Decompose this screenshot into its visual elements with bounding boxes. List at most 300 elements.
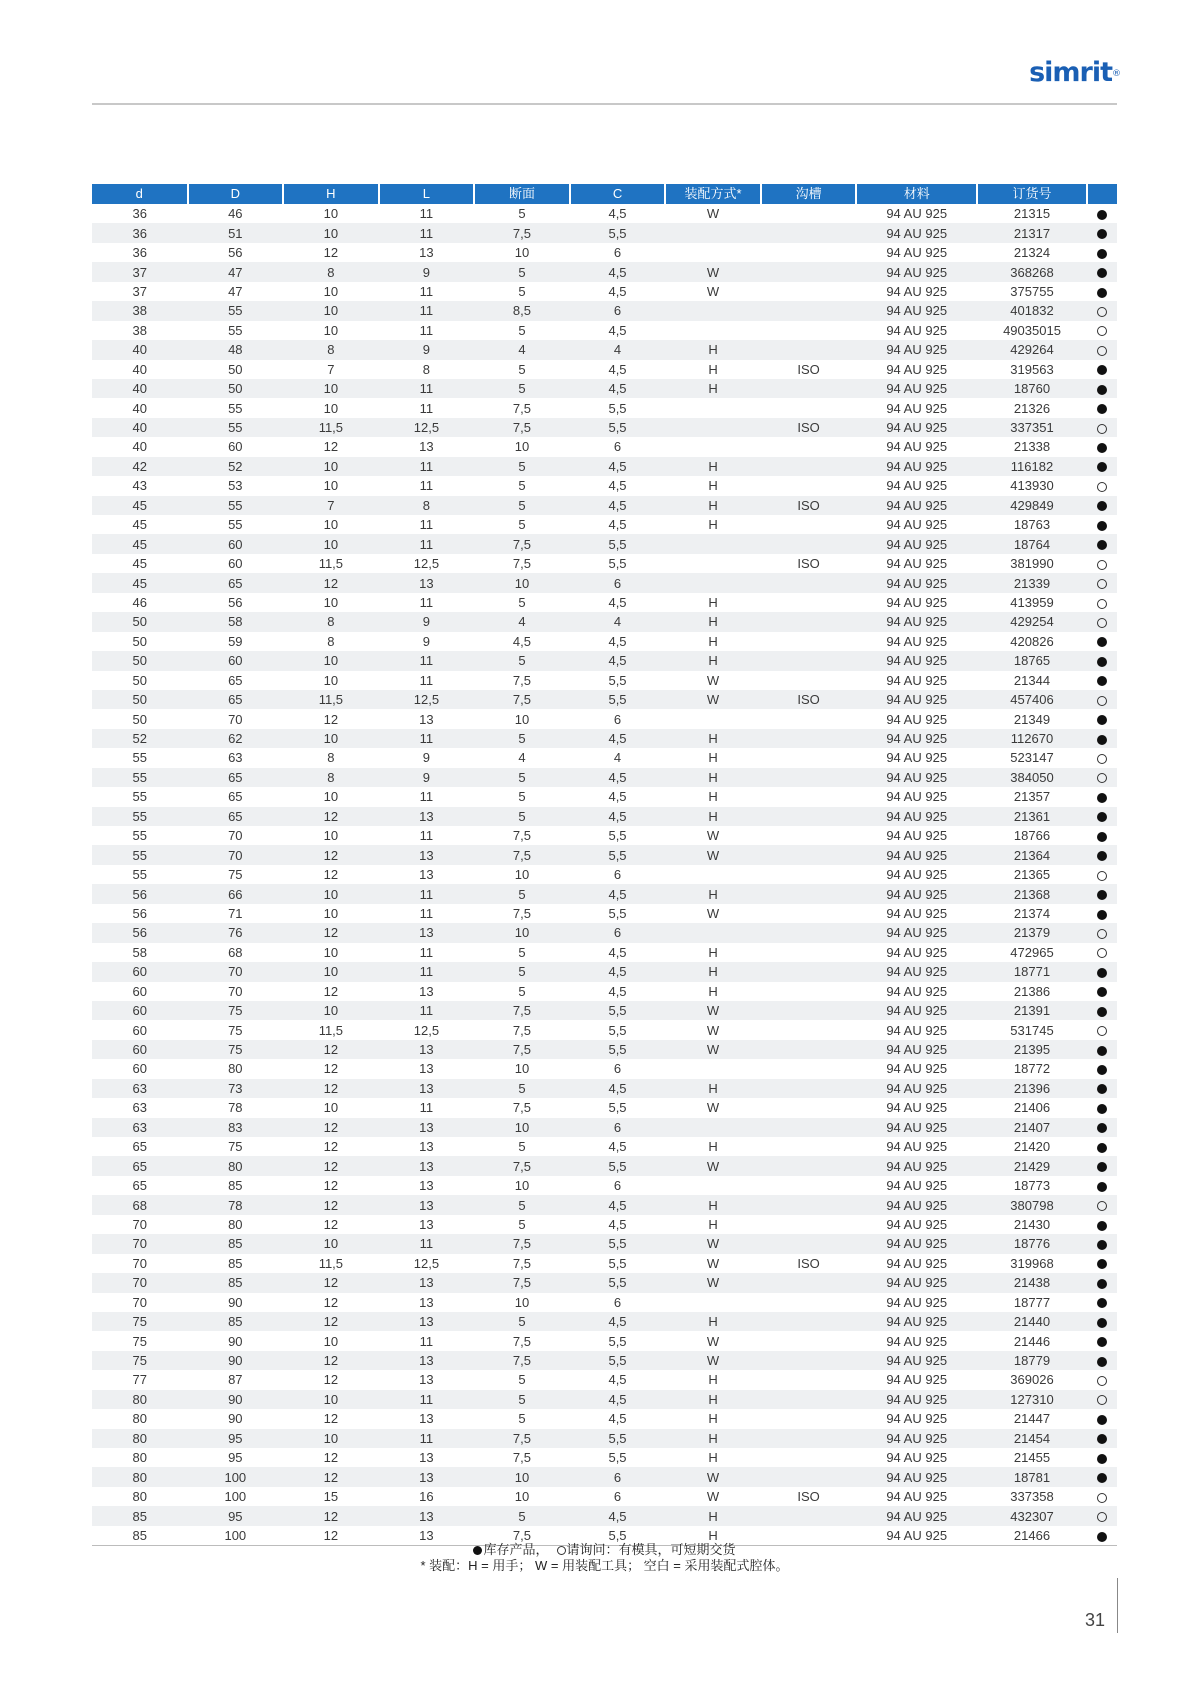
cell-d: 45 — [92, 534, 188, 553]
cell-assembly: H — [708, 1216, 718, 1232]
cell-groove — [761, 768, 857, 787]
table-row — [92, 301, 1117, 320]
cell-d: 50 — [92, 612, 188, 631]
cell-section: 7,5 — [474, 1001, 570, 1020]
cell-order-number: 21364 — [977, 845, 1087, 864]
table-row — [92, 845, 1117, 864]
cell-h: 10 — [283, 962, 379, 981]
cell-c: 4,5 — [570, 262, 666, 281]
cell-order-number: 523147 — [1010, 750, 1054, 766]
cell-groove — [761, 1001, 857, 1020]
cell-groove — [761, 1176, 857, 1195]
cell-l: 11 — [419, 517, 434, 533]
cell-h: 10 — [323, 517, 339, 533]
cell-c: 6 — [570, 1118, 666, 1137]
cell-assembly: H — [708, 361, 718, 377]
cell-c: 4,5 — [570, 1079, 666, 1098]
cell-material: 94 AU 925 — [856, 1312, 977, 1331]
cell-h: 11,5 — [283, 418, 379, 437]
cell-groove — [761, 204, 857, 223]
cell-outer-d: 51 — [188, 223, 284, 242]
cell-section: 4,5 — [512, 633, 531, 649]
cell-c: 5,5 — [608, 828, 627, 844]
cell-groove — [761, 573, 857, 592]
cell-d: 45 — [92, 496, 188, 515]
cell-material: 94 AU 925 — [856, 301, 977, 320]
cell-section: 5 — [518, 322, 526, 338]
cell-order-number: 413930 — [1010, 478, 1054, 494]
open-circle-icon — [1097, 1201, 1107, 1211]
cell-groove — [761, 1351, 857, 1370]
cell-l: 11 — [379, 962, 475, 981]
cell-outer-d: 55 — [188, 301, 284, 320]
cell-c: 5,5 — [570, 1273, 666, 1292]
cell-material: 94 AU 925 — [886, 1450, 948, 1466]
cell-order-number: 21396 — [977, 1079, 1087, 1098]
filled-circle-icon — [1097, 1298, 1107, 1308]
cell-groove — [761, 845, 857, 864]
cell-groove — [761, 1079, 857, 1098]
open-circle-icon — [1097, 754, 1107, 764]
cell-c: 4,5 — [608, 1216, 627, 1232]
cell-order-number: 112670 — [977, 729, 1087, 748]
cell-outer-d: 85 — [188, 1273, 284, 1292]
cell-l: 9 — [422, 633, 431, 649]
cell-order-number: 413959 — [1010, 594, 1054, 610]
table-row — [92, 1254, 1117, 1273]
cell-c: 6 — [570, 573, 666, 592]
cell-order-number: 18771 — [977, 962, 1087, 981]
cell-material: 94 AU 925 — [886, 1489, 948, 1505]
cell-h: 10 — [283, 884, 379, 903]
cell-material: 94 AU 925 — [886, 633, 948, 649]
cell-d: 36 — [132, 245, 147, 261]
open-circle-icon — [1097, 696, 1107, 706]
filled-circle-icon — [1097, 462, 1107, 472]
cell-assembly: W — [706, 1100, 720, 1116]
cell-material: 94 AU 925 — [886, 789, 948, 805]
cell-assembly: H — [665, 1079, 761, 1098]
cell-section: 5 — [518, 983, 526, 999]
cell-h: 12 — [323, 1139, 339, 1155]
open-circle-icon — [1097, 1512, 1107, 1522]
cell-assembly — [665, 534, 761, 553]
cell-material: 94 AU 925 — [856, 923, 977, 942]
filled-circle-icon — [1097, 890, 1107, 900]
cell-availability — [1087, 1370, 1117, 1389]
cell-order-number: 384050 — [977, 768, 1087, 787]
cell-material: 94 AU 925 — [856, 534, 977, 553]
cell-l: 9 — [379, 340, 475, 359]
cell-outer-d: 85 — [228, 1255, 243, 1271]
table-row — [92, 1409, 1117, 1428]
stock-legend — [92, 1542, 1117, 1558]
cell-order-number: 21339 — [977, 573, 1087, 592]
cell-material: 94 AU 925 — [886, 206, 948, 222]
cell-order-number: 319563 — [1010, 361, 1054, 377]
cell-assembly: W — [665, 1156, 761, 1175]
table-row — [92, 457, 1117, 476]
cell-groove — [761, 826, 857, 845]
cell-groove: ISO — [761, 418, 857, 437]
table-row — [92, 826, 1117, 845]
cell-outer-d: 90 — [228, 1333, 243, 1349]
cell-order-number: 21338 — [1013, 439, 1051, 455]
open-circle-icon — [557, 1546, 566, 1555]
open-circle-icon — [1097, 424, 1107, 434]
cell-outer-d: 56 — [228, 594, 243, 610]
cell-section: 7,5 — [474, 1429, 570, 1448]
cell-assembly: H — [665, 729, 761, 748]
cell-groove — [761, 340, 857, 359]
filled-circle-icon — [1097, 1162, 1107, 1172]
cell-c: 4,5 — [570, 1390, 666, 1409]
cell-section: 5 — [518, 283, 526, 299]
cell-groove — [761, 1234, 857, 1253]
column-header: d — [92, 184, 188, 204]
cell-availability — [1087, 262, 1117, 281]
cell-section: 5 — [474, 807, 570, 826]
cell-availability — [1087, 1137, 1117, 1156]
cell-order-number: 18764 — [977, 534, 1087, 553]
table-row — [92, 982, 1117, 1001]
cell-material: 94 AU 925 — [856, 962, 977, 981]
table-row — [92, 651, 1117, 670]
cell-material: 94 AU 925 — [856, 1234, 977, 1253]
cell-c: 6 — [613, 711, 622, 727]
table-row — [92, 1137, 1117, 1156]
cell-l: 13 — [379, 1195, 475, 1214]
cell-groove: ISO — [761, 690, 857, 709]
cell-outer-d: 80 — [188, 1156, 284, 1175]
cell-outer-d: 90 — [228, 1411, 243, 1427]
cell-order-number: 18777 — [1013, 1294, 1051, 1310]
cell-material: 94 AU 925 — [856, 884, 977, 903]
cell-outer-d: 75 — [188, 1001, 284, 1020]
filled-circle-icon — [1097, 1084, 1107, 1094]
cell-availability — [1087, 1195, 1117, 1214]
cell-l: 16 — [419, 1489, 434, 1505]
filled-circle-icon — [1097, 521, 1107, 531]
cell-assembly: H — [708, 478, 718, 494]
cell-availability — [1087, 1156, 1117, 1175]
cell-assembly — [665, 398, 761, 417]
open-circle-icon — [1097, 482, 1107, 492]
cell-d: 46 — [132, 594, 147, 610]
cell-l: 9 — [379, 612, 475, 631]
cell-assembly: W — [706, 283, 720, 299]
cell-h: 12 — [323, 439, 339, 455]
filled-circle-icon — [1097, 1434, 1107, 1444]
cell-order-number: 21429 — [977, 1156, 1087, 1175]
cell-section: 7,5 — [512, 1450, 531, 1466]
cell-outer-d: 59 — [228, 633, 243, 649]
cell-d: 50 — [132, 672, 147, 688]
open-circle-icon — [1097, 1493, 1107, 1503]
filled-circle-icon — [1097, 1123, 1107, 1133]
filled-circle-icon — [1097, 1007, 1107, 1017]
cell-l: 13 — [419, 1216, 434, 1232]
cell-section: 10 — [474, 573, 570, 592]
cell-l: 11 — [379, 1001, 475, 1020]
cell-c: 5,5 — [608, 1450, 627, 1466]
cell-assembly: H — [665, 1429, 761, 1448]
cell-d: 50 — [92, 690, 188, 709]
cell-material: 94 AU 925 — [886, 828, 948, 844]
cell-d: 50 — [92, 651, 188, 670]
cell-c: 6 — [613, 867, 622, 883]
table-row — [92, 1351, 1117, 1370]
filled-circle-icon — [1097, 910, 1107, 920]
cell-outer-d: 80 — [228, 1216, 243, 1232]
cell-assembly: H — [708, 633, 718, 649]
cell-groove — [761, 1448, 857, 1467]
cell-assembly — [665, 923, 761, 942]
cell-d: 45 — [132, 556, 147, 572]
cell-section: 7,5 — [512, 1100, 531, 1116]
cell-availability — [1087, 1467, 1117, 1486]
cell-outer-d: 80 — [228, 1061, 243, 1077]
filled-circle-icon — [1097, 1415, 1107, 1425]
cell-order-number: 18779 — [977, 1351, 1087, 1370]
cell-l: 13 — [379, 1273, 475, 1292]
table-row — [92, 1487, 1117, 1506]
open-circle-icon — [1097, 560, 1107, 570]
cell-assembly — [665, 437, 761, 456]
cell-assembly — [665, 321, 761, 340]
cell-section: 7,5 — [512, 672, 531, 688]
cell-order-number: 116182 — [977, 457, 1087, 476]
assembly-legend: * 装配：H = 用手； W = 用装配工具； 空白 = 采用装配式腔体。 — [420, 1558, 789, 1573]
cell-c: 4,5 — [608, 283, 627, 299]
cell-availability — [1087, 1234, 1117, 1253]
cell-d: 70 — [132, 1294, 147, 1310]
cell-assembly: H — [665, 1312, 761, 1331]
cell-outer-d: 76 — [188, 923, 284, 942]
cell-assembly — [665, 243, 761, 262]
cell-d: 40 — [92, 340, 188, 359]
column-header: 沟槽 — [761, 184, 857, 204]
cell-l: 13 — [379, 1156, 475, 1175]
table-row — [92, 204, 1117, 223]
filled-circle-icon — [1097, 229, 1107, 239]
cell-assembly — [665, 223, 761, 242]
cell-groove — [761, 807, 857, 826]
cell-l: 11 — [419, 478, 434, 494]
cell-outer-d: 47 — [188, 262, 284, 281]
cell-outer-d: 70 — [228, 711, 243, 727]
cell-l: 11 — [419, 944, 434, 960]
table-row — [92, 1506, 1117, 1525]
open-circle-icon — [1097, 1395, 1107, 1405]
cell-section: 7,5 — [474, 223, 570, 242]
cell-groove — [761, 379, 857, 398]
cell-groove — [761, 223, 857, 242]
cell-availability — [1087, 690, 1117, 709]
cell-assembly: W — [665, 1273, 761, 1292]
cell-order-number: 457406 — [977, 690, 1087, 709]
cell-d: 50 — [132, 711, 147, 727]
cell-outer-d: 52 — [188, 457, 284, 476]
filled-circle-icon — [1097, 1240, 1107, 1250]
cell-section: 10 — [514, 439, 530, 455]
cell-availability — [1087, 671, 1117, 690]
table-body — [92, 204, 1117, 1546]
cell-d: 75 — [92, 1351, 188, 1370]
cell-d: 85 — [132, 1527, 147, 1543]
cell-d: 65 — [92, 1156, 188, 1175]
cell-l: 11 — [379, 1429, 475, 1448]
cell-material: 94 AU 925 — [856, 1195, 977, 1214]
table-row — [92, 554, 1117, 573]
cell-availability — [1087, 515, 1117, 534]
cell-assembly: H — [665, 768, 761, 787]
cell-l: 13 — [379, 1079, 475, 1098]
cell-availability — [1087, 1506, 1117, 1525]
cell-section: 7,5 — [512, 905, 531, 921]
cell-h: 10 — [283, 301, 379, 320]
cell-section: 4 — [474, 612, 570, 631]
open-circle-icon — [1097, 618, 1107, 628]
cell-l: 11 — [419, 672, 434, 688]
cell-assembly: H — [708, 1139, 718, 1155]
cell-d: 85 — [92, 1506, 188, 1525]
cell-h: 10 — [283, 1001, 379, 1020]
cell-availability — [1087, 593, 1117, 612]
cell-order-number: 380798 — [977, 1195, 1087, 1214]
cell-material: 94 AU 925 — [856, 690, 977, 709]
cell-c: 4,5 — [608, 206, 627, 222]
cell-d: 55 — [92, 845, 188, 864]
cell-d: 58 — [132, 944, 147, 960]
cell-section: 5 — [518, 1411, 526, 1427]
cell-outer-d: 90 — [228, 1294, 243, 1310]
cell-groove — [761, 1467, 857, 1486]
cell-h: 10 — [323, 944, 339, 960]
cell-d: 80 — [92, 1467, 188, 1486]
cell-section: 5 — [474, 457, 570, 476]
cell-outer-d: 75 — [228, 1022, 243, 1038]
column-header: 订货号 — [977, 184, 1087, 204]
cell-availability — [1087, 437, 1117, 456]
cell-l: 13 — [379, 1312, 475, 1331]
cell-material: 94 AU 925 — [886, 944, 948, 960]
cell-order-number: 381990 — [1010, 556, 1054, 572]
cell-availability — [1087, 1312, 1117, 1331]
cell-groove — [761, 1370, 857, 1389]
cell-section: 5 — [518, 1372, 526, 1388]
filled-circle-icon — [1097, 249, 1107, 259]
cell-section: 5 — [474, 651, 570, 670]
cell-section: 7,5 — [474, 1156, 570, 1175]
cell-groove — [761, 612, 857, 631]
cell-l: 13 — [379, 1351, 475, 1370]
cell-groove — [761, 301, 857, 320]
cell-section: 7,5 — [474, 845, 570, 864]
cell-order-number: 429254 — [977, 612, 1087, 631]
cell-groove — [761, 709, 857, 728]
cell-availability — [1087, 340, 1117, 359]
filled-circle-icon — [1097, 1454, 1107, 1464]
cell-h: 10 — [283, 223, 379, 242]
cell-l: 13 — [379, 1040, 475, 1059]
cell-order-number: 21379 — [977, 923, 1087, 942]
cell-outer-d: 95 — [188, 1429, 284, 1448]
inquiry-legend-text: 请询问：有模具，可短期交货 — [566, 1542, 736, 1557]
open-circle-icon — [1097, 307, 1107, 317]
cell-section: 10 — [474, 1118, 570, 1137]
cell-availability — [1087, 223, 1117, 242]
cell-material: 94 AU 925 — [856, 1118, 977, 1137]
cell-assembly: H — [708, 789, 718, 805]
cell-material: 94 AU 925 — [856, 807, 977, 826]
cell-h: 8 — [283, 340, 379, 359]
cell-order-number: 21406 — [1013, 1100, 1051, 1116]
cell-availability — [1087, 845, 1117, 864]
cell-h: 11,5 — [318, 556, 344, 572]
filled-circle-icon — [1097, 793, 1107, 803]
cell-order-number: 21455 — [1013, 1450, 1051, 1466]
filled-circle-icon — [1097, 540, 1107, 550]
cell-h: 12 — [283, 1273, 379, 1292]
cell-d: 80 — [92, 1429, 188, 1448]
cell-h: 11,5 — [318, 1022, 344, 1038]
cell-groove — [761, 865, 857, 884]
filled-circle-icon — [1097, 1357, 1107, 1367]
cell-section: 10 — [514, 245, 530, 261]
cell-material: 94 AU 925 — [856, 1156, 977, 1175]
cell-groove — [761, 1429, 857, 1448]
cell-c: 5,5 — [608, 1100, 627, 1116]
cell-l: 13 — [379, 807, 475, 826]
cell-groove: ISO — [797, 1489, 820, 1505]
table-row — [92, 787, 1117, 806]
simrit-logo — [1029, 58, 1120, 88]
cell-assembly: H — [708, 750, 718, 766]
cell-outer-d: 65 — [188, 573, 284, 592]
cell-h: 12 — [283, 573, 379, 592]
cell-order-number: 368268 — [977, 262, 1087, 281]
cell-d: 60 — [92, 962, 188, 981]
cell-availability — [1087, 1293, 1117, 1312]
cell-groove — [761, 632, 857, 651]
cell-groove — [761, 1312, 857, 1331]
cell-order-number: 21324 — [1013, 245, 1051, 261]
cell-availability — [1087, 360, 1117, 379]
cell-l: 8 — [422, 361, 431, 377]
table-row — [92, 943, 1117, 962]
cell-order-number: 127310 — [977, 1390, 1087, 1409]
cell-outer-d: 100 — [224, 1527, 247, 1543]
cell-outer-d: 47 — [228, 283, 243, 299]
cell-h: 10 — [323, 283, 339, 299]
cell-material: 94 AU 925 — [856, 1001, 977, 1020]
cell-section: 7,5 — [474, 1273, 570, 1292]
filled-circle-icon — [1097, 735, 1107, 745]
table-row — [92, 1059, 1117, 1078]
cell-section: 5 — [518, 361, 526, 377]
cell-h: 10 — [323, 594, 339, 610]
cell-l: 11 — [419, 789, 434, 805]
cell-assembly — [665, 1293, 761, 1312]
cell-assembly: W — [665, 1001, 761, 1020]
cell-groove — [761, 1098, 857, 1117]
cell-d: 70 — [92, 1273, 188, 1292]
cell-d: 70 — [132, 1216, 147, 1232]
cell-h: 8 — [327, 750, 335, 766]
cell-outer-d: 60 — [228, 439, 243, 455]
cell-d: 80 — [132, 1450, 147, 1466]
